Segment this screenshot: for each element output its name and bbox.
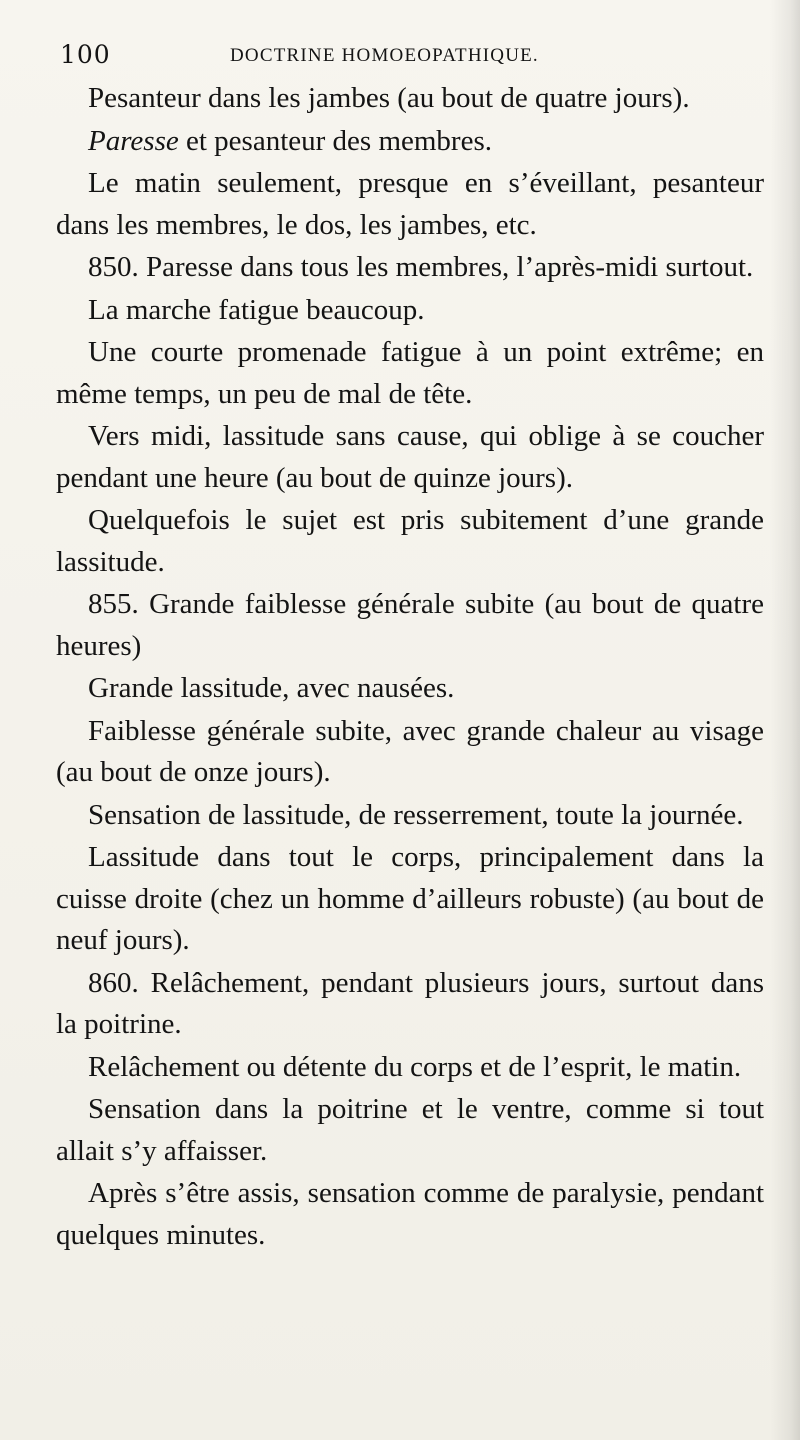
paragraph: Après s’être assis, sensation comme de paralysie, pendant quelques minutes.	[56, 1177, 764, 1251]
paragraph: Sensation dans la poitrine et le ventre, comme si tout allait s’y affaisser.	[56, 1093, 764, 1167]
paragraph: Faiblesse générale subite, avec grande chaleur au visage (au bout de onze jours).	[56, 714, 764, 788]
paragraph: Pesanteur dans les jambes (au bout de quatre jours).	[88, 82, 690, 114]
paragraph: Le matin seulement, presque en s’éveillant, pesanteur dans les membres, le dos, les jambes, etc.	[56, 167, 764, 241]
page-header	[60, 40, 760, 70]
paragraph: Quelquefois le sujet est pris subitement d’une grande lassitude.	[56, 504, 764, 578]
paragraph: 850. Paresse dans tous les membres, l’après-midi surtout.	[88, 251, 754, 283]
paragraph: Grande lassitude, avec nausées.	[88, 672, 455, 704]
paragraph: Relâchement ou détente du corps et de l’esprit, le matin.	[88, 1050, 742, 1083]
running-head: DOCTRINE HOMOEOPATHIQUE.	[230, 45, 539, 66]
paragraph: Sensation de lassitude, de resserrement, toute la journée.	[88, 798, 744, 831]
italic-term: Paresse	[88, 124, 179, 157]
paragraph: Une courte promenade fatigue à un point extrême; en même temps, un peu de mal de tête.	[56, 336, 764, 410]
paragraph: La marche fatigue beaucoup.	[88, 293, 425, 326]
paragraph: Paresse et pesanteur des membres.	[88, 124, 493, 157]
page-number: 100	[60, 40, 111, 69]
paragraph: 855. Grande faiblesse générale subite (au bout de quatre heures)	[56, 588, 764, 662]
paragraph: 860. Relâchement, pendant plusieurs jours, surtout dans la poitrine.	[56, 966, 764, 1040]
paragraph: Vers midi, lassitude sans cause, qui oblige à se coucher pendant une heure (au bout de quinze jours).	[56, 420, 764, 494]
paragraph: Lassitude dans tout le corps, principalement dans la cuisse droite (chez un homme d’ailleurs robuste) (au bout de neuf jours).	[56, 841, 764, 956]
body-text	[56, 78, 764, 1257]
